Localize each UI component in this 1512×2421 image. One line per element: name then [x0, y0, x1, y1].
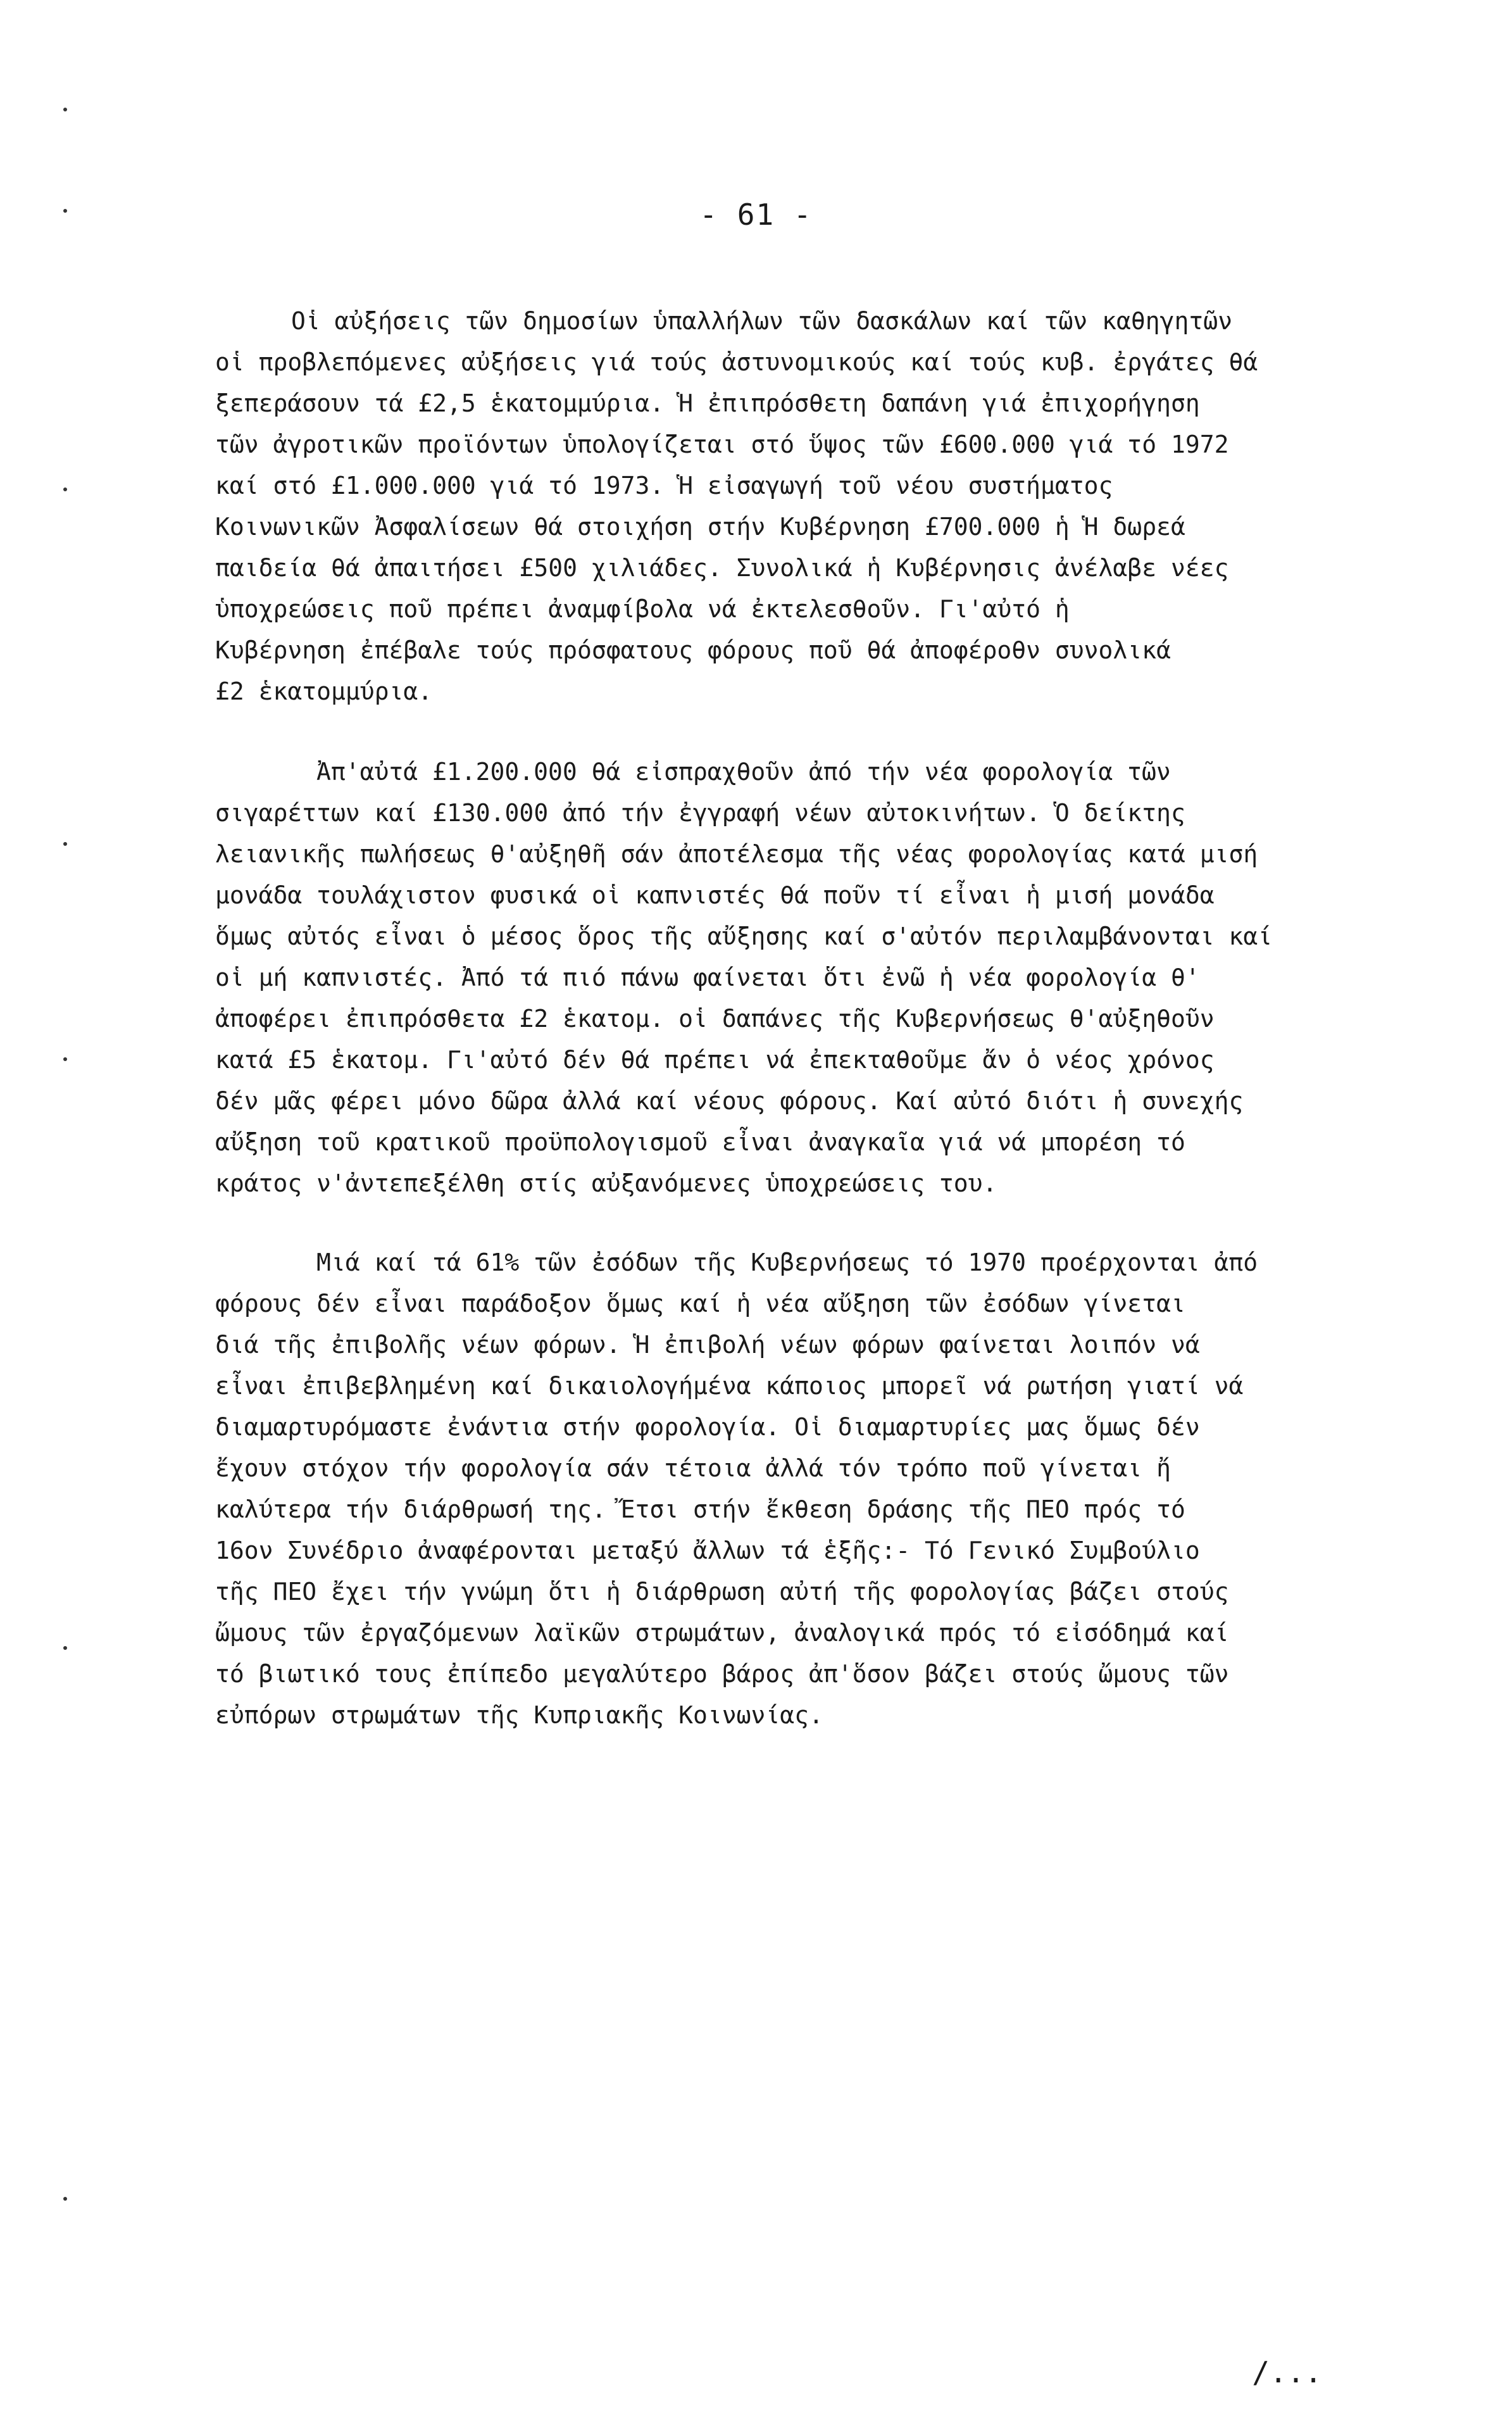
text-line: καλύτερα τήν διάρθρωσή της. Ἔτσι στήν ἔκθεση δράσης τῆς ΠΕΟ πρός τό	[215, 1495, 1185, 1523]
text-line: £2 ἑκατομμύρια.	[215, 677, 433, 705]
text-line: ἀποφέρει ἐπιπρόσθετα £2 ἑκατομ. οἱ δαπάνες τῆς Κυβερνήσεως θ'αὐξηθοῦν	[215, 1005, 1215, 1033]
text-line: Μιά καί τά 61% τῶν ἐσόδων τῆς Κυβερνήσεως τό 1970 προέρχονται ἀπό	[316, 1248, 1258, 1276]
text-line: ὑποχρεώσεις ποῦ πρέπει ἀναμφίβολα νά ἐκτελεσθοῦν. Γι'αὐτό ἡ	[215, 595, 1070, 623]
text-line: ἔχουν στόχον τήν φορολογία σάν τέτοια ἀλλά τόν τρόπο ποῦ γίνεται ἤ	[215, 1454, 1171, 1482]
margin-speck	[63, 842, 67, 846]
text-line: 16ον Συνέδριο ἀναφέρονται μεταξύ ἄλλων τά ἑξῆς:- Τό Γενικό Συμβούλιο	[215, 1537, 1200, 1564]
text-line: Ἀπ'αὐτά £1.200.000 θά εἰσπραχθοῦν ἀπό τήν νέα φορολογία τῶν	[316, 758, 1171, 786]
text-line: εἶναι ἐπιβεβλημένη καί δικαιολογήμένα κάποιος μπορεῖ νά ρωτήση γιατί νά	[215, 1372, 1244, 1400]
text-line: τό βιωτικό τους ἐπίπεδο μεγαλύτερο βάρος ἀπ'ὅσον βάζει στούς ὤμους τῶν	[215, 1660, 1229, 1688]
margin-speck	[63, 1057, 67, 1061]
text-line: τῆς ΠΕΟ ἔχει τήν γνώμη ὅτι ἡ διάρθρωση αὐτή τῆς φορολογίας βάζει στούς	[215, 1578, 1229, 1606]
text-line: αὔξηση τοῦ κρατικοῦ προϋπολογισμοῦ εἶναι ἀναγκαῖα γιά νά μπορέση τό	[215, 1128, 1185, 1156]
text-line: φόρους δέν εἶναι παράδοξον ὅμως καί ἡ νέα αὔξηση τῶν ἐσόδων γίνεται	[215, 1290, 1185, 1317]
text-line: κράτος ν'ἀντεπεξέλθη στίς αὐξανόμενες ὑποχρεώσεις του.	[215, 1169, 997, 1197]
text-line: τῶν ἀγροτικῶν προϊόντων ὑπολογίζεται στό ὕψος τῶν £600.000 γιά τό 1972	[215, 431, 1229, 458]
text-line: καί στό £1.000.000 γιά τό 1973. Ἡ εἰσαγωγή τοῦ νέου συστήματος	[215, 472, 1113, 500]
text-line: μονάδα τουλάχιστον φυσικά οἱ καπνιστές θά ποῦν τί εἶναι ἡ μισή μονάδα	[215, 881, 1215, 909]
margin-speck	[63, 1646, 67, 1650]
text-line: οἱ μή καπνιστές. Ἀπό τά πιό πάνω φαίνεται ὅτι ἐνῶ ἡ νέα φορολογία θ'	[215, 964, 1200, 991]
text-line: Κυβέρνηση ἐπέβαλε τούς πρόσφατους φόρους ποῦ θά ἀποφέροθν συνολικά	[215, 636, 1171, 664]
text-line: λειανικῆς πωλήσεως θ'αὐξηθῆ σάν ἀποτέλεσμα τῆς νέας φορολογίας κατά μισή	[215, 840, 1258, 868]
page-number: - 61 -	[699, 198, 813, 232]
text-line: κατά £5 ἑκατομ. Γι'αὐτό δέν θά πρέπει νά ἐπεκταθοῦμε ἄν ὁ νέος χρόνος	[215, 1046, 1215, 1074]
text-line: διαμαρτυρόμαστε ἐνάντια στήν φορολογία. Οἱ διαμαρτυρίες μας ὅμως δέν	[215, 1413, 1200, 1441]
text-line: εὐπόρων στρωμάτων τῆς Κυπριακῆς Κοινωνίας.	[215, 1701, 823, 1729]
text-line: ξεπεράσουν τά £2,5 ἑκατομμύρια. Ἡ ἐπιπρόσθετη δαπάνη γιά ἐπιχορήγηση	[215, 389, 1200, 417]
margin-speck	[63, 487, 67, 491]
text-line: ὅμως αὐτός εἶναι ὁ μέσος ὅρος τῆς αὔξησης καί σ'αὐτόν περιλαμβάνονται καί	[215, 922, 1273, 950]
margin-speck	[63, 108, 67, 111]
margin-speck	[63, 209, 67, 213]
text-line: ὤμους τῶν ἐργαζόμενων λαϊκῶν στρωμάτων, ἀναλογικά πρός τό εἰσόδημά καί	[215, 1619, 1229, 1647]
text-line: Κοινωνικῶν Ἀσφαλίσεων θά στοιχήση στήν Κυβέρνηση £700.000 ἡ Ἡ δωρεά	[215, 513, 1185, 541]
text-line: Οἱ αὐξήσεις τῶν δημοσίων ὑπαλλήλων τῶν δασκάλων καί τῶν καθηγητῶν	[291, 307, 1233, 335]
text-line: διά τῆς ἐπιβολῆς νέων φόρων. Ἡ ἐπιβολή νέων φόρων φαίνεται λοιπόν νά	[215, 1331, 1200, 1359]
text-line: σιγαρέττων καί £130.000 ἀπό τήν ἐγγραφή νέων αὐτοκινήτων. Ὁ δείκτης	[215, 799, 1185, 827]
margin-speck	[63, 2197, 67, 2201]
text-line: οἱ προβλεπόμενες αὐξήσεις γιά τούς ἀστυνομικούς καί τούς κυβ. ἐργάτες θά	[215, 348, 1258, 376]
text-line: δέν μᾶς φέρει μόνο δῶρα ἀλλά καί νέους φόρους. Καί αὐτό διότι ἡ συνεχής	[215, 1087, 1244, 1115]
continuation-mark: /...	[1252, 2355, 1322, 2389]
text-line: παιδεία θά ἀπαιτήσει £500 χιλιάδες. Συνολικά ἡ Κυβέρνησις ἀνέλαβε νέες	[215, 554, 1229, 582]
